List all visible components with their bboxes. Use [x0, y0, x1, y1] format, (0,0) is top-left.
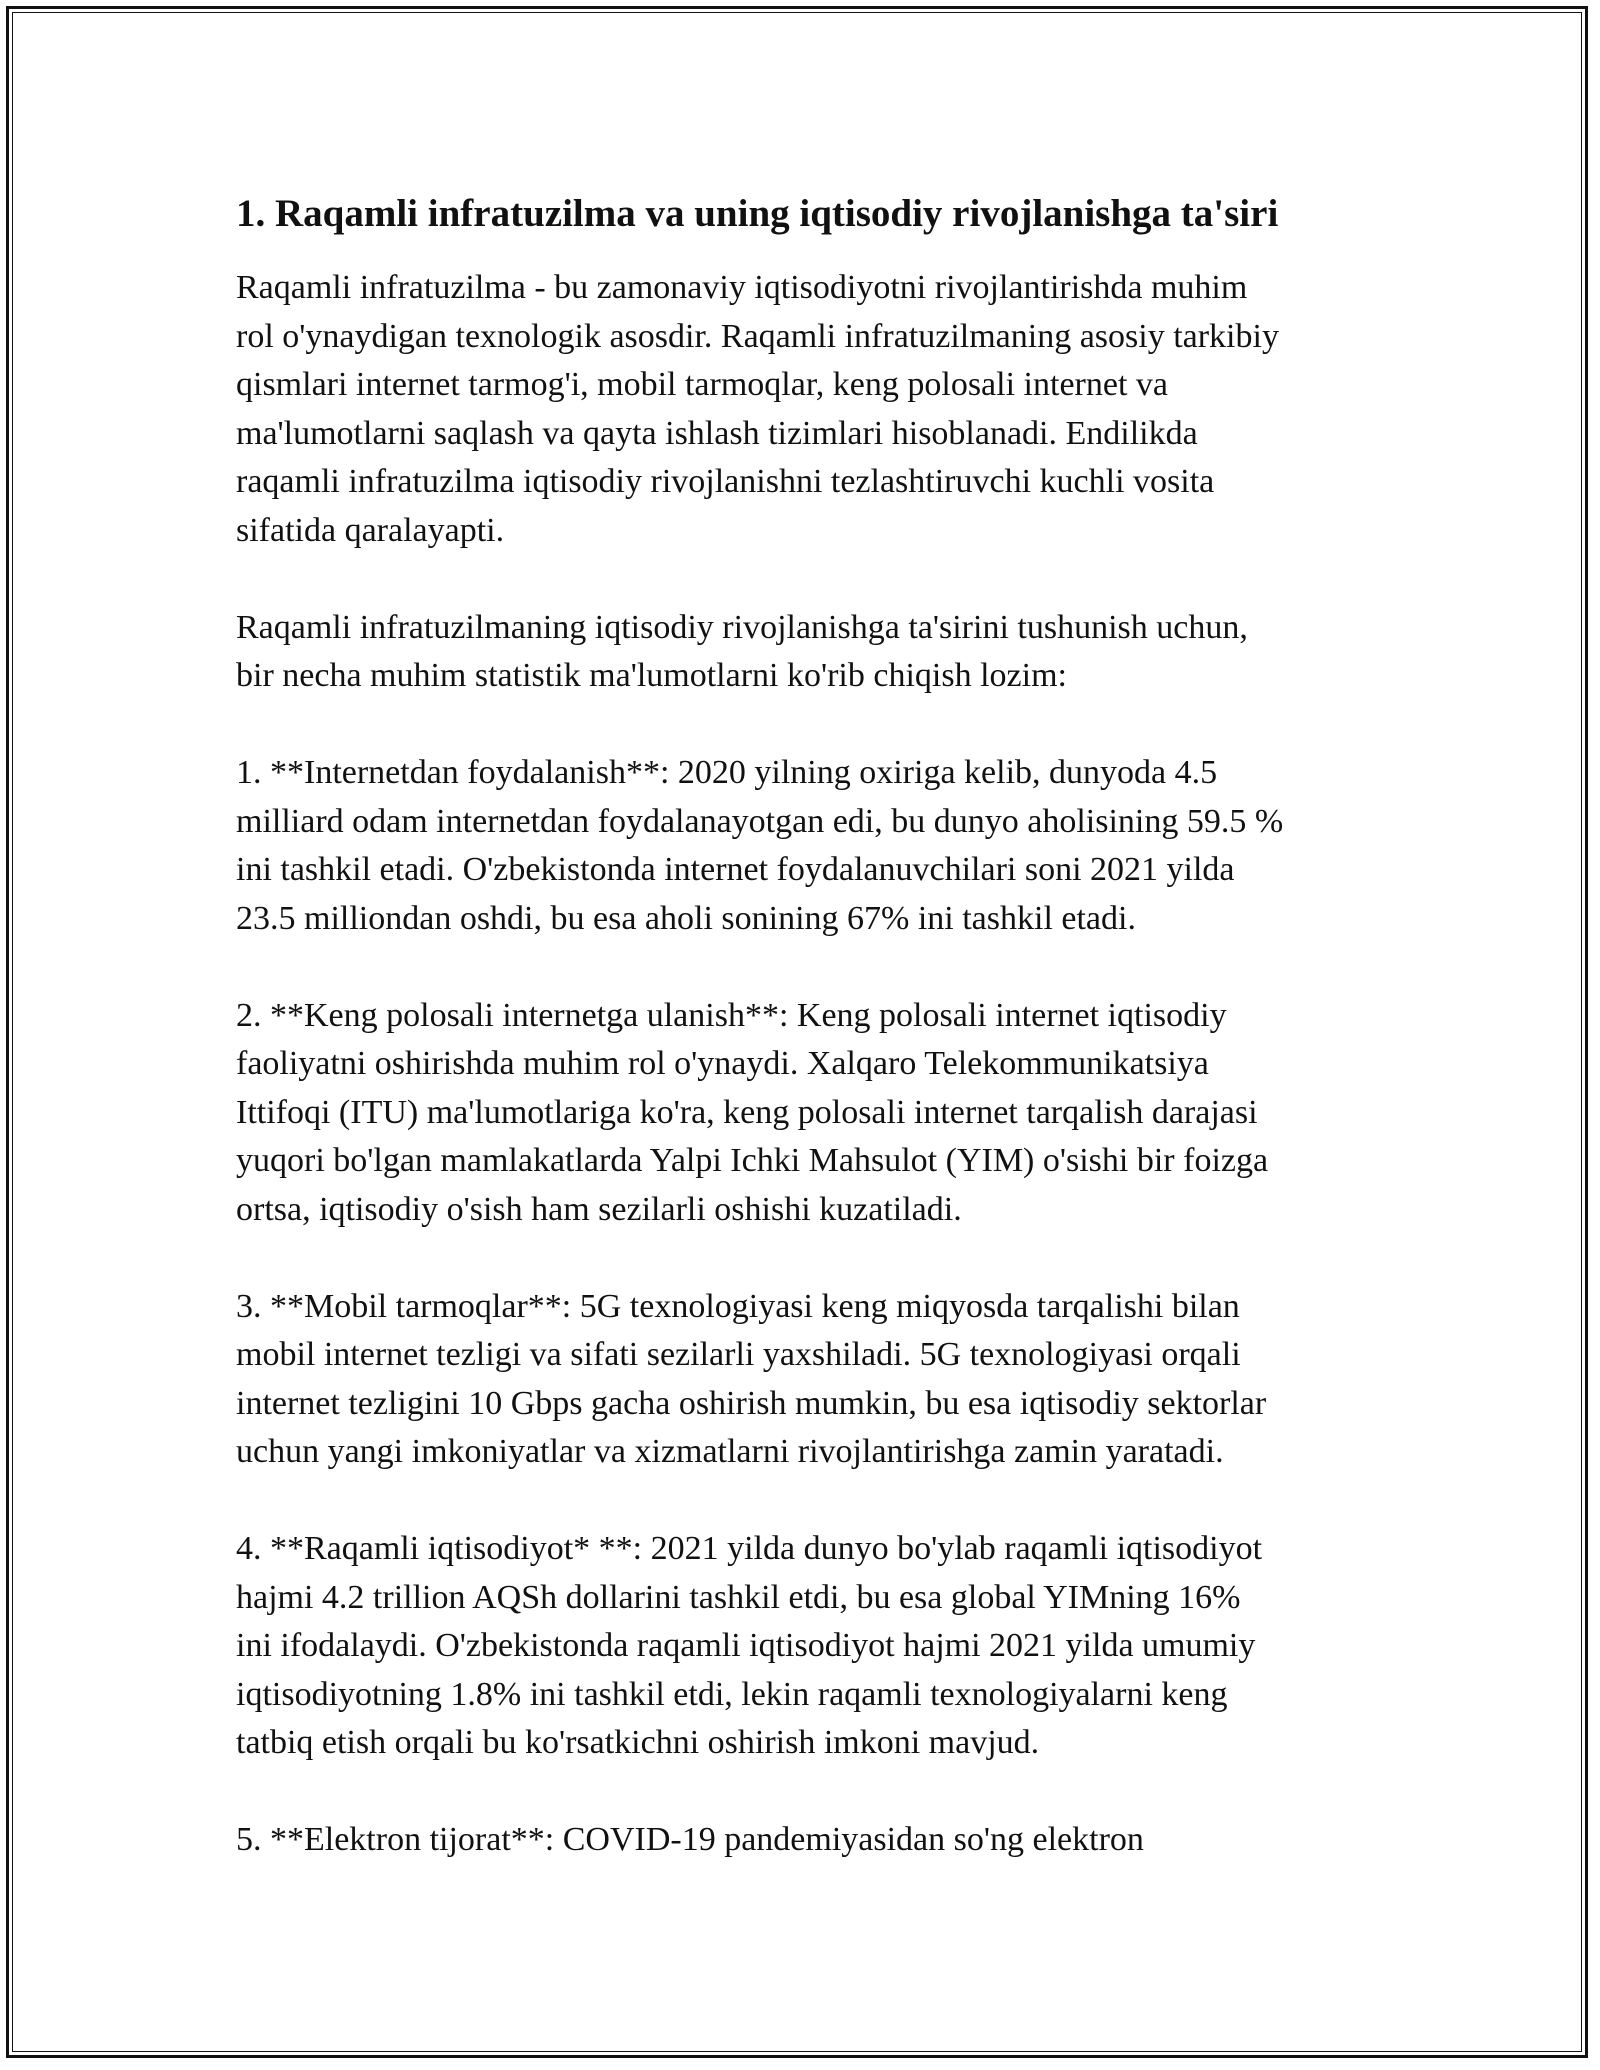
paragraph-internet-usage: 1. **Internetdan foydalanish**: 2020 yilning oxiriga kelib, dunyoda 4.5 milliard odam internetdan foydalanayotgan edi, bu dunyo aholisining 59.5 % ini tashkil etadi. O'zbekistonda internet foydalanuvchilari soni 2021 yilda 23.5 milliondan oshdi, bu esa aholi sonining 67% ini tashkil etadi.: [236, 754, 1284, 937]
document-title: 1. Raqamli infratuzilma va uning iqtisodiy rivojlanishga ta'siri: [236, 192, 1279, 235]
document-body: [236, 186, 1376, 1865]
paragraph-mobile-networks: 3. **Mobil tarmoqlar**: 5G texnologiyasi keng miqyosda tarqalishi bilan mobil internet tezligi va sifati sezilarli yaxshiladi. 5G texnologiyasi orqali internet tezligini 10 Gbps gacha oshirish mumkin, bu esa iqtisodiy sektorlar uchun yangi imkoniyatlar va xizmatlarni rivojlantirishga zamin yaratadi.: [236, 1287, 1267, 1470]
paragraph-broadband: 2. **Keng polosali internetga ulanish**: Keng polosali internet iqtisodiy faoliyatni oshirishda muhim rol o'ynaydi. Xalqaro Telekommunikatsiya Ittifoqi (ITU) ma'lumotlariga ko'ra, keng polosali internet tarqalish darajasi yuqori bo'lgan mamlakatlarda Yalpi Ichki Mahsulot (YIM) o'sishi bir foizga ortsa, iqtisodiy o'sish ham sezilarli oshishi kuzatiladi.: [236, 996, 1269, 1228]
paragraph-e-commerce: 5. **Elektron tijorat**: COVID-19 pandemiyasidan so'ng elektron: [236, 1821, 1144, 1858]
paragraph-digital-economy: 4. **Raqamli iqtisodiyot* **: 2021 yilda dunyo bo'ylab raqamli iqtisodiyot hajmi 4.2 trillion AQSh dollarini tashkil etdi, bu esa global YIMning 16% ini ifodalaydi. O'zbekistonda raqamli iqtisodiyot hajmi 2021 yilda umumiy iqtisodiyotning 1.8% ini tashkil etdi, lekin raqamli texnologiyalarni keng tatbiq etish orqali bu ko'rsatkichni oshirish imkoni mavjud.: [236, 1530, 1263, 1761]
paragraph-statistics-lead: Raqamli infratuzilmaning iqtisodiy rivojlanishga ta'sirini tushunish uchun, bir necha muhim statistik ma'lumotlarni ko'rib chiqish lozim:: [236, 608, 1248, 694]
paragraph-intro: Raqamli infratuzilma - bu zamonaviy iqtisodiyotni rivojlantirishda muhim rol o'ynaydigan texnologik asosdir. Raqamli infratuzilmaning asosiy tarkibiy qismlari internet tarmog'i, mobil tarmoqlar, keng polosali internet va ma'lumotlarni saqlash va qayta ishlash tizimlari hisoblanadi. Endilikda raqamli infratuzilma iqtisodiy rivojlanishni tezlashtiruvchi kuchli vosita sifatida qaralayapti.: [236, 269, 1279, 549]
